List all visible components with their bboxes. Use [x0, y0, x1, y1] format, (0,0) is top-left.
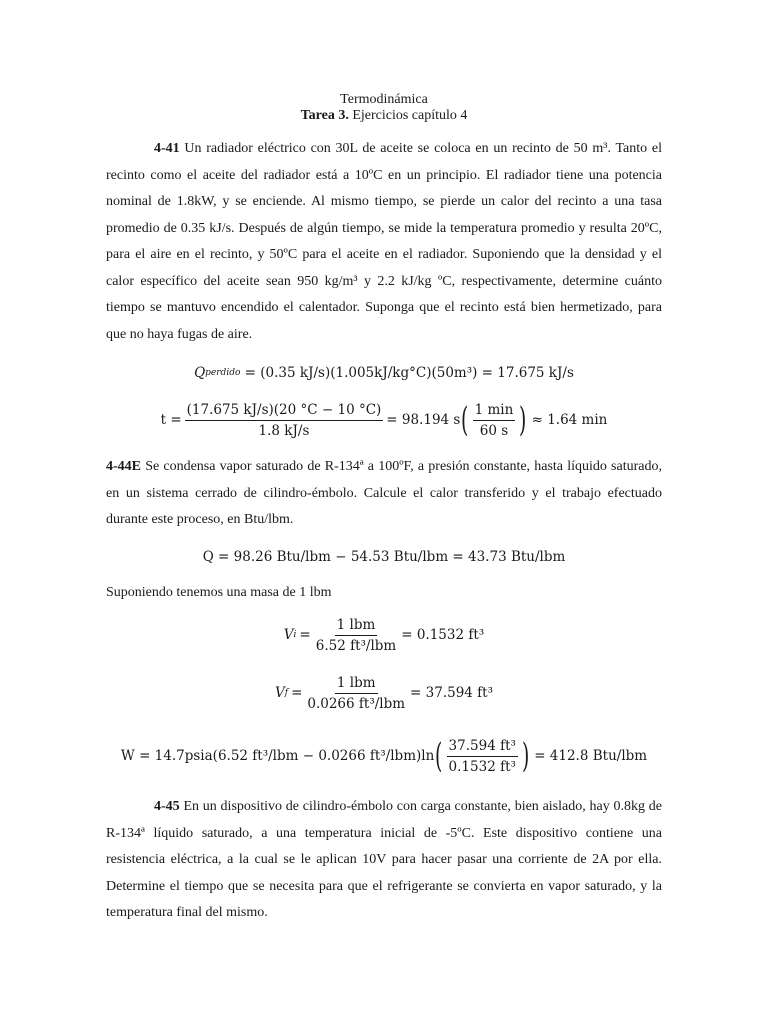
problem-4-41 — [106, 136, 662, 348]
eq-lhs: W = 14.7psia(6.52 ft³/lbm − 0.0266 ft³/lbm)ln — [120, 748, 435, 764]
numerator: (17.675 kJ/s)(20 °C − 10 °C) — [185, 402, 384, 421]
equation-q-perdido — [106, 358, 662, 388]
problem-4-45 — [106, 794, 662, 927]
eq-rhs: = (0.35 kJ/s)(1.005kJ/kg°C)(50m³) = 17.675 kJ/s — [240, 365, 574, 381]
equation-time — [106, 396, 662, 444]
assumption-note: Suponiendo tenemos una masa de 1 lbm — [106, 584, 332, 600]
problem-number: 4-44E — [106, 459, 141, 474]
denominator: 0.0266 ft³/lbm — [307, 695, 406, 712]
eq-lhs: t = — [160, 412, 182, 428]
eq-lhs: Q — [194, 365, 206, 381]
equation-heat — [106, 542, 662, 572]
eq-rhs: = 412.8 Btu/lbm — [534, 748, 648, 764]
eq-lhs-subscript: perdido — [205, 368, 241, 378]
problem-number: 4-41 — [154, 141, 180, 156]
right-paren: ) — [519, 400, 527, 440]
problem-text: Se condensa vapor saturado de R-134ª a 100ºF, a presión constante, hasta líquido saturado, en un sistema cerrado de cilindro-émbolo. Calcule el calor transferido y el trabajo efectuado durante este proceso, en Btu/lbm. — [106, 459, 662, 527]
problem-number: 4-45 — [154, 799, 180, 814]
problem-text: Un radiador eléctrico con 30L de aceite se coloca en un recinto de 50 m³. Tanto el recinto como el aceite del radiador está a 10ºC en un principio. El radiador tiene una potencia nominal de 1.8kW, y se enciende. Al mismo tiempo, se pierde un calor del recinto a una tasa promedio de 0.35 kJ/s. Después de algún tiempo, se mide la temperatura promedio y resulta 20ºC, para el aire en el recinto, y 50ºC para el aceite en el radiador. Suponiendo que la densidad y el calor específico del aceite sean 950 kg/m³ y 2.2 kJ/kg ºC, respectivamente, determine cuánto tiempo se mantuvo encendido el calentador. Suponga que el recinto está bien hermetizado, para que no haya fugas de aire. — [106, 141, 662, 342]
fraction — [305, 675, 407, 712]
eq-lhs: V — [283, 627, 294, 643]
eq-tail: ≈ 1.64 min — [531, 412, 608, 428]
equation-vf — [106, 670, 662, 716]
problem-text: En un dispositivo de cilindro-émbolo con carga constante, bien aislado, hay 0.8kg de R-134ª líquido saturado, a una temperatura inicial de -5ºC. Este dispositivo contiene una resistencia eléctrica, a la cual se le aplican 10V para hacer pasar una corriente de 2A por ella. Determine el tiempo que se necesita para que el refrigerante se convierta en vapor saturado, y la temperatura final del mismo. — [106, 799, 662, 920]
right-paren: ) — [521, 736, 530, 776]
eq-text: Q = 98.26 Btu/lbm − 54.53 Btu/lbm = 43.73 Btu/lbm — [202, 548, 566, 565]
fraction — [314, 617, 399, 654]
task-title — [106, 108, 662, 124]
left-paren: ( — [461, 400, 469, 440]
numerator: 1 lbm — [335, 675, 378, 694]
subject-title: Termodinámica — [340, 92, 428, 107]
denominator: 60 s — [479, 422, 509, 439]
denominator: 0.1532 ft³ — [448, 758, 516, 775]
denominator: 6.52 ft³/lbm — [315, 637, 397, 654]
conversion-fraction — [473, 402, 516, 439]
fraction — [185, 402, 384, 439]
eq-lhs: V — [274, 685, 285, 701]
eq-rhs: = 0.1532 ft³ — [401, 627, 485, 643]
problem-4-44E — [106, 454, 662, 534]
eq-middle: = 98.194 s — [386, 412, 461, 428]
denominator: 1.8 kJ/s — [258, 422, 310, 439]
numerator: 1 lbm — [335, 617, 378, 636]
equation-work — [92, 732, 676, 780]
left-paren: ( — [435, 736, 443, 776]
equation-vi — [106, 612, 662, 658]
document-header — [106, 92, 662, 124]
task-label: Tarea 3. — [300, 108, 349, 123]
equals-sign: = — [291, 685, 303, 701]
numerator: 1 min — [473, 402, 516, 421]
eq-lhs-subscript: i — [293, 630, 297, 640]
log-fraction — [447, 738, 518, 775]
equals-sign: = — [299, 627, 311, 643]
task-description: Ejercicios capítulo 4 — [348, 108, 468, 123]
eq-lhs-subscript: f — [284, 688, 289, 698]
numerator: 37.594 ft³ — [447, 738, 518, 757]
eq-rhs: = 37.594 ft³ — [410, 685, 494, 701]
